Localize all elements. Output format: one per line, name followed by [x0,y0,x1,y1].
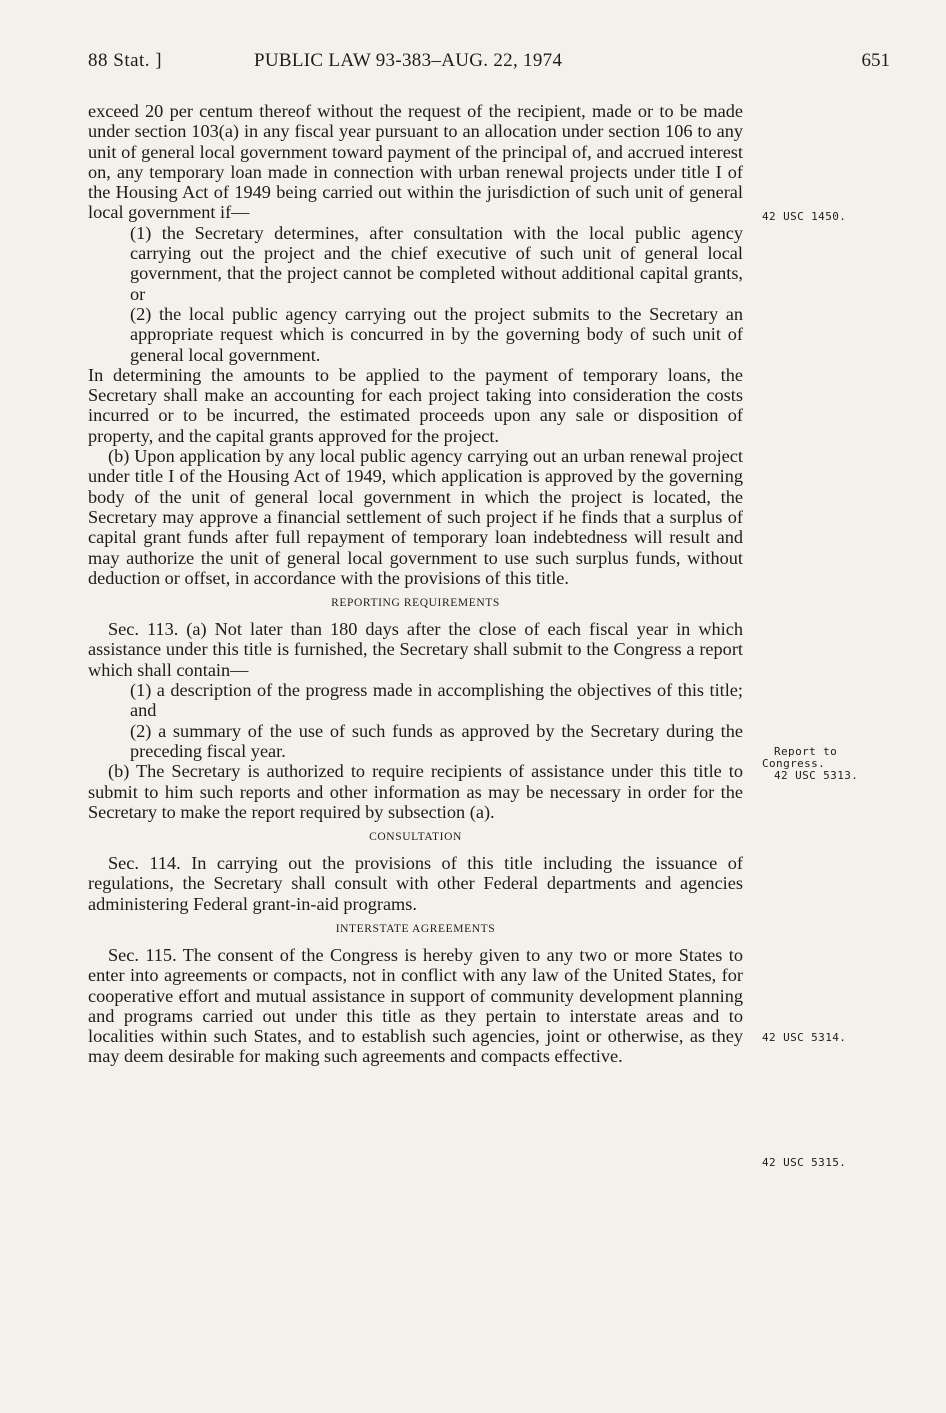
margin-note-report: Report to Congress. 42 USC 5313. [762,745,859,782]
section-114: Sec. 114. In carrying out the provisions of this title including the issuance of regulations, the Secretary shall consult with other Federal departments and agencies administering Federal grant-in-aid programs. [88,853,743,914]
section-113: Sec. 113. (a) Not later than 180 days after the close of each fiscal year in which assistance under this title is furnished, the Secretary shall submit to the Congress a report which shall contain— [88,619,743,680]
heading-reporting-requirements: REPORTING REQUIREMENTS [331,597,500,610]
section-115: Sec. 115. The consent of the Congress is hereby given to any two or more States to enter into agreements or compacts, not in conflict with any law of the United States, for cooperative effort and mutual assistance in support of community development planning and programs carried out under this title as they pertain to interstate areas and to localities within such States, and to establish such agencies, joint or otherwise, as they may deem desirable for making such agreements and compacts effective. [88,944,743,1067]
section-113-item-1: (1) a description of the progress made in accomplishing the objectives of this title; and [130,680,743,721]
clause-1: (1) the Secretary determines, after consultation with the local public agency carrying out the project and the chief executive of such unit of general local government, that the project cannot be completed without additional capital grants, or [130,222,743,304]
section-113-item-2: (2) a summary of the use of such funds as approved by the Secretary during the preceding fiscal year. [130,720,743,761]
section-113-b: (b) The Secretary is authorized to require recipients of assistance under this title to submit to him such reports and other information as may be necessary in order for the Secretary to make the report required by subsection (a). [88,761,743,822]
clause-2: (2) the local public agency carrying out the project submits to the Secretary an appropriate request which is concurred in by the governing body of such unit of general local government. [130,303,743,365]
body-text [88,101,743,1067]
paragraph-continuation: exceed 20 per centum thereof without the request of the recipient, made or to be made under section 103(a) in any fiscal year pursuant to an allocation under section 106 to any unit of general local government toward payment of the principal of, and accrued interest on, any temporary loan made in connection with urban renewal projects under title I of the Housing Act of 1949 being carried out within the jurisdiction of such unit of general local government if— [88,101,743,223]
paragraph-b: (b) Upon application by any local public agency carrying out an urban renewal project under title I of the Housing Act of 1949, which application is approved by the governing body of the unit of general local government in which the project is located, the Secretary may approve a financial settlement of such project if he finds that a surplus of capital grant funds after full repayment of temporary loan indebtedness will result and may authorize the unit of general local government to use such surplus funds, without deduction or offset, in accordance with the provisions of this title. [88,446,743,588]
law-title: PUBLIC LAW 93-383–AUG. 22, 1974 [254,50,563,71]
margin-note-5315: 42 USC 5315. [762,1156,847,1169]
heading-consultation: CONSULTATION [369,831,462,844]
paragraph-determining: In determining the amounts to be applied to the payment of temporary loans, the Secretary shall make an accounting for each project taking into consideration the costs incurred or to be incurred, the estimated proceeds upon any sale or disposition of property, and the capital grants approved for the project. [88,364,743,446]
volume-reference: 88 Stat. ] [88,50,163,71]
page-number: 651 [861,50,890,71]
margin-note-1450: 42 USC 1450. [762,210,847,223]
heading-interstate-agreements: INTERSTATE AGREEMENTS [335,922,496,935]
margin-note-5314: 42 USC 5314. [762,1031,847,1044]
page-header [88,50,890,80]
